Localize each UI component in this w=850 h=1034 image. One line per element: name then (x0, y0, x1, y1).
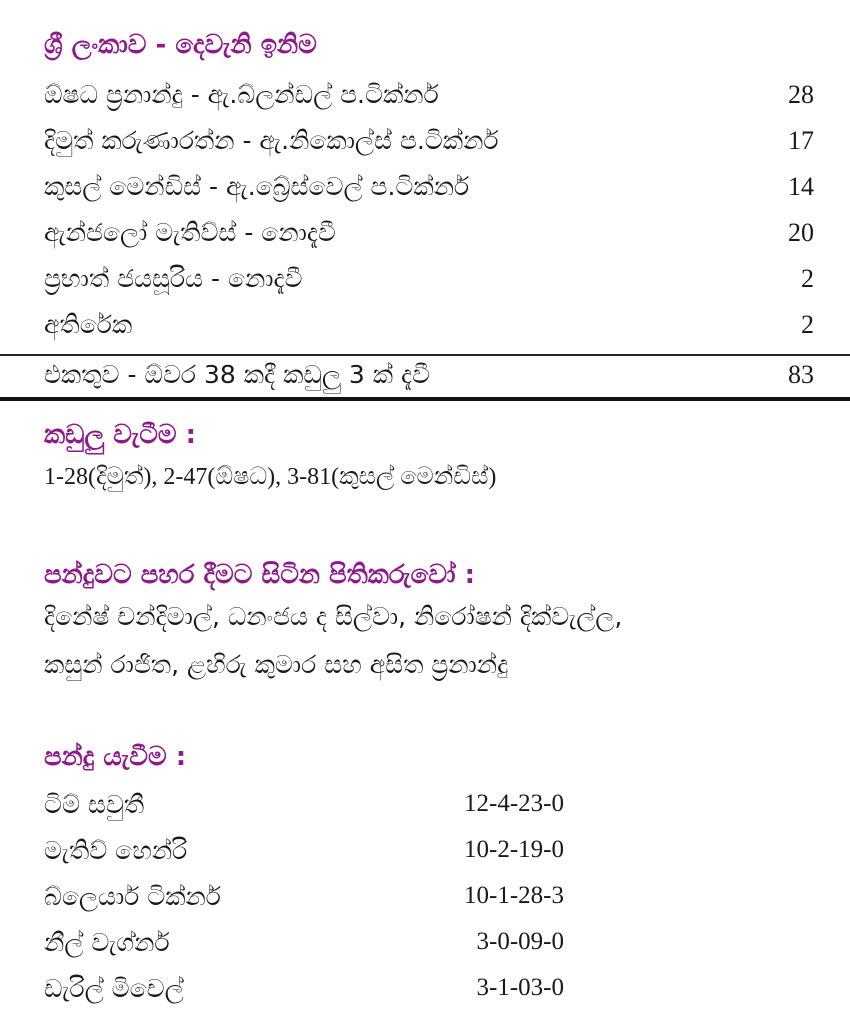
bowler-name: බ්ලෙයාර් ටික්නර් (44, 882, 221, 911)
batter-name: ඕෂධ ප්‍රනාන්දු - ඇ.බ්ලන්ඩල් ප.ටික්නර් (44, 80, 439, 109)
batter-runs: 14 (788, 172, 814, 201)
batter-name: ඇන්ජලෝ මැතිව්ස් - නොදැවී (44, 218, 336, 247)
batting-row (44, 126, 814, 166)
bowler-figures: 3-1-03-0 (476, 974, 564, 1001)
bowling-row (44, 928, 564, 968)
fall-of-wickets-text: 1-28(දිමුත්), 2-47(ඕෂධ), 3-81(කුසල් මෙන්ඩිස්) (44, 464, 497, 490)
fall-of-wickets-heading: කඩුලු වැටීම : (44, 420, 197, 450)
bowler-figures: 12-4-23-0 (464, 790, 564, 817)
batting-row (44, 172, 814, 212)
bowler-name: නීල් වැග්නර් (44, 928, 170, 957)
yet-to-bat-line-1: දිනේෂ් චන්දිමාල්, ධනංජය ද සිල්වා, නිරෝෂන් දික්වැල්ල, (44, 602, 623, 631)
batter-runs: 2 (801, 264, 814, 293)
total-label: එකතුව - ඕවර 38 කදී කඩුලු 3 ක් දැවී (44, 360, 431, 389)
total-row (44, 360, 814, 400)
bowling-row (44, 974, 564, 1014)
bowling-heading: පන්දු යැවීම : (44, 742, 187, 772)
bowling-row (44, 882, 564, 922)
batting-row (44, 80, 814, 120)
divider-thick-line (0, 397, 850, 401)
batter-runs: 17 (788, 126, 814, 155)
batting-row (44, 218, 814, 258)
extras-label: අතිරේක (44, 310, 133, 339)
extras-runs: 2 (801, 310, 814, 339)
bowler-figures: 3-0-09-0 (476, 928, 564, 955)
batter-name: ප්‍රභාත් ජයසූරිය - නොදැවී (44, 264, 303, 293)
bowler-name: ඩැරිල් මිචෙල් (44, 974, 184, 1003)
total-runs: 83 (788, 360, 814, 389)
bowler-figures: 10-2-19-0 (464, 836, 564, 863)
batter-runs: 20 (788, 218, 814, 247)
bowling-row (44, 790, 564, 830)
divider-line (0, 354, 850, 356)
batter-name: කුසල් මෙන්ඩිස් - ඇ.බ්‍රේස්වෙල් ප.ටික්නර් (44, 172, 470, 201)
bowler-name: මැතිව් හෙන්රි (44, 836, 188, 865)
batter-name: දිමුත් කරුණාරත්න - ඇ.නිකොල්ස් ප.ටික්නර් (44, 126, 499, 155)
bowler-name: ටිම් සවුතී (44, 790, 145, 819)
batting-row (44, 264, 814, 304)
extras-row (44, 310, 814, 350)
batter-runs: 28 (788, 80, 814, 109)
innings-heading: ශ්‍රී ලංකාව - දෙවැනි ඉනිම (44, 30, 317, 60)
yet-to-bat-line-2: කසුන් රාජිත, ළහිරු කුමාර සහ අසිත ප්‍රනාන්දු (44, 650, 509, 679)
bowling-row (44, 836, 564, 876)
bowler-figures: 10-1-28-3 (464, 882, 564, 909)
yet-to-bat-heading: පන්දුවට පහර දීමට සිටින පිතිකරුවෝ : (44, 560, 476, 590)
